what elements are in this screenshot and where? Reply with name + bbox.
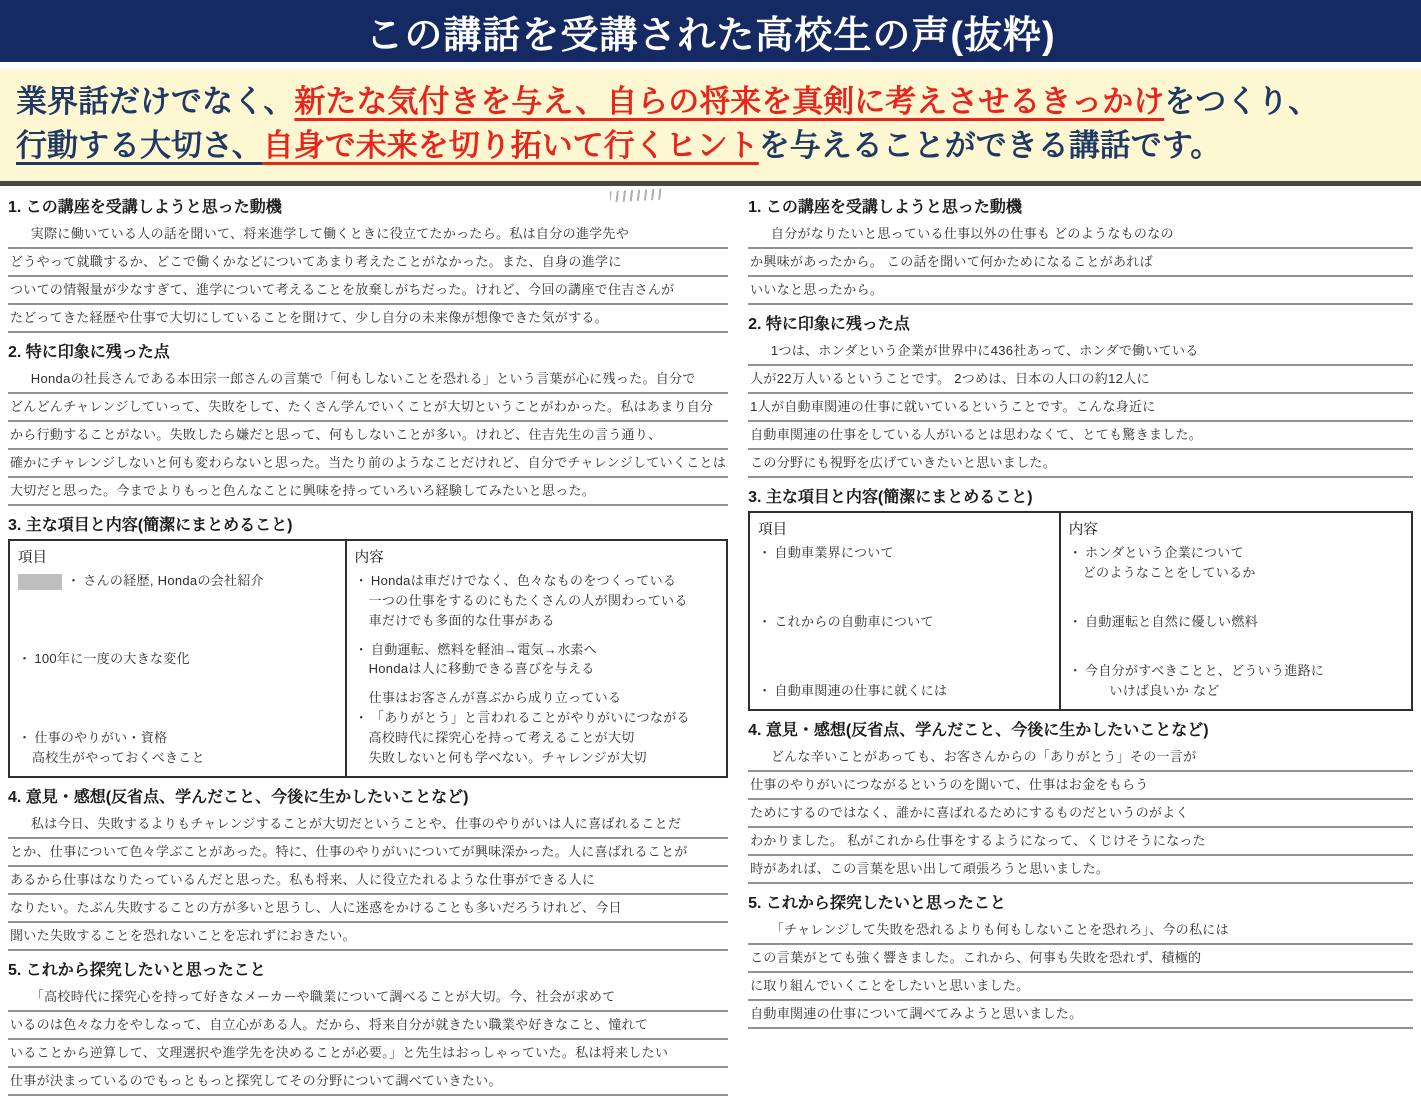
- questionnaire-section: [8, 788, 728, 951]
- handwritten-line: 「チャレンジして失敗を恐れるよりも何もしないことを恐れろ」、今の私には: [748, 917, 1413, 945]
- table-line: [1069, 662, 1403, 681]
- table-line-text: Hondaは車だけでなく、色々なものをつくっている: [370, 573, 677, 589]
- bullet-mark: ・: [18, 729, 32, 745]
- bullet-mark: ・: [1068, 545, 1083, 561]
- table-line-text: ホンダという企業について: [1085, 545, 1244, 561]
- banner-segment: 新たな気付きを与え、自らの将来を真剣に考えさせるきっかけ: [294, 84, 1165, 119]
- table-line-text: 仕事はお客さんが喜ぶから成り立っている: [368, 690, 622, 706]
- handwritten-line: いるのは色々な力をやしなって、自立心がある人。だから、将来自分が就きたい職業や好きなこと、憧れて: [8, 1012, 728, 1040]
- table-cell-contents: [1061, 513, 1411, 709]
- table-entry: [758, 682, 1051, 701]
- handwritten-line: ついての情報量が少なすぎて、進学について考えることを放棄しがちだった。けれど、今回の講座で住吉さんが: [8, 277, 728, 305]
- section-heading: 4. 意見・感想(反省点、学んだこと、今後に生かしたいことなど): [8, 788, 469, 806]
- table-entry: [355, 689, 719, 767]
- table-line: [1069, 564, 1403, 583]
- section-heading: 3. 主な項目と内容(簡潔にまとめること): [8, 517, 293, 535]
- student-feedback-columns: [0, 186, 1421, 1106]
- section-heading: 1. この講座を受講しようと思った動機: [748, 199, 1022, 217]
- scan-column-right: [748, 198, 1413, 1106]
- table-line-text: 車だけでも多面的な仕事がある: [368, 612, 555, 628]
- banner-segment: をつくり、: [1164, 84, 1320, 119]
- summary-banner: [0, 69, 1421, 186]
- table-line: [355, 749, 719, 768]
- table-entry: [1069, 613, 1403, 632]
- handwritten-line: 聞いた失敗することを恐れないことを忘れずにおきたい。: [8, 923, 728, 951]
- table-entry: [18, 729, 337, 768]
- table-line-text: 高校生がやっておくべきこと: [32, 749, 205, 765]
- table-line: [355, 572, 719, 591]
- table-line-text: 100年に一度の大きな変化: [34, 651, 190, 667]
- table-line-text: いけば良いか など: [1082, 683, 1220, 699]
- table-entry: [1069, 544, 1403, 583]
- table-entry: [758, 613, 1051, 632]
- table-entry: [355, 572, 719, 631]
- bullet-mark: ・: [354, 641, 368, 657]
- section-heading: 5. これから探究したいと思ったこと: [748, 895, 1006, 913]
- handwritten-answer: [748, 221, 1413, 305]
- handwritten-line: 人が22万人いるということです。 2つめは、日本の人口の約12人に: [748, 366, 1413, 394]
- handwritten-answer: [748, 338, 1413, 478]
- banner-segment: を与えることができる講話です。: [758, 128, 1222, 164]
- questionnaire-section: [748, 198, 1413, 305]
- table-line: [758, 613, 1051, 632]
- table-line-text: どのようなことをしているか: [1082, 564, 1256, 580]
- handwritten-line: ためにするのではなく、誰かに喜ばれるためにするものだというのがよく: [748, 800, 1413, 828]
- handwritten-line: 1人が自動車関連の仕事に就いているということです。こんな身近に: [748, 394, 1413, 422]
- table-line-text: 自動運転、燃料を軽油→電気→水素へ: [370, 641, 597, 657]
- handwritten-line: どんな辛いことがあっても、お客さんからの「ありがとう」その一言が: [748, 744, 1413, 772]
- summary-table: [748, 511, 1413, 711]
- table-entry: [18, 650, 337, 669]
- redacted-name: [18, 574, 62, 590]
- section-heading: 4. 意見・感想(反省点、学んだこと、今後に生かしたいことなど): [748, 722, 1209, 740]
- questionnaire-section: [748, 894, 1413, 1029]
- handwritten-line: いいなと思ったから。: [748, 277, 1413, 305]
- questionnaire-section: [8, 516, 728, 778]
- handwritten-answer: [748, 744, 1413, 884]
- table-column-header: 項目: [18, 550, 47, 567]
- bullet-mark: ・: [1068, 663, 1083, 679]
- handwritten-line: たどってきた経歴や仕事で大切にしていることを聞けて、少し自分の未来像が想像できた気がする。: [8, 305, 728, 333]
- table-line-text: 高校時代に探究心を持って考えることが大切: [368, 729, 635, 745]
- table-line: [18, 572, 337, 591]
- summary-table: [8, 539, 728, 778]
- table-line-text: さんの経歴, Hondaの会社紹介: [83, 573, 264, 589]
- table-line: [355, 729, 719, 748]
- table-line: [18, 650, 337, 669]
- table-groups: [355, 572, 719, 768]
- table-line-text: 仕事のやりがい・資格: [34, 729, 168, 745]
- handwritten-line: から行動することがない。失敗したら嫌だと思って、何もしないことが多い。けれど、住吉先生の言う通り、: [8, 422, 728, 450]
- table-entry: [758, 544, 1051, 563]
- handwritten-line: この分野にも視野を広げていきたいと思いました。: [748, 450, 1413, 478]
- table-line: [1069, 613, 1403, 632]
- handwritten-answer: [8, 221, 728, 333]
- table-line-text: 自動運転と自然に優しい燃料: [1085, 614, 1258, 630]
- bullet-mark: ・: [758, 614, 772, 630]
- handwritten-answer: [8, 984, 728, 1096]
- table-line-text: 自動車関連の仕事に就くには: [774, 683, 948, 699]
- questionnaire-section: [8, 198, 728, 333]
- page-title: この講話を受講された高校生の声(抜粋): [365, 14, 1056, 57]
- bullet-mark: ・: [354, 710, 368, 726]
- section-heading: 1. この講座を受講しようと思った動機: [8, 199, 282, 217]
- handwritten-line: か興味があったから。 この話を聞いて何かためになることがあれば: [748, 249, 1413, 277]
- handwritten-line: Hondaの社長さんである本田宗一郎さんの言葉で「何もしないことを恐れる」という言葉が心に残った。自分で: [8, 366, 728, 394]
- table-column-header: 内容: [354, 550, 384, 567]
- handwritten-line: とか、仕事について色々学ぶことがあった。特に、仕事のやりがいについてが興味深かった。人に喜ばれることが: [8, 839, 728, 867]
- table-line: [355, 689, 719, 708]
- handwritten-line: あるから仕事はなりたっているんだと思った。私も将来、人に役立たれるような仕事ができる人に: [8, 867, 728, 895]
- table-line: [355, 612, 719, 631]
- bullet-mark: ・: [1068, 614, 1083, 630]
- table-cell-contents: [347, 541, 727, 776]
- table-column-header: 項目: [758, 522, 788, 539]
- table-entry: [18, 572, 337, 591]
- table-groups: [1069, 544, 1403, 701]
- table-line: [1069, 544, 1403, 563]
- header-bar: [0, 0, 1421, 62]
- handwritten-line: 確かにチャレンジしないと何も変わらないと思った。当たり前のようなことだけれど、自分でチャレンジしていくことは: [8, 450, 728, 478]
- handwritten-line: いることから逆算して、文理選択や進学先を決めることが必要。」と先生はおっしゃっていた。私は将来したい: [8, 1040, 728, 1068]
- table-line: [18, 749, 337, 768]
- table-line: [18, 729, 337, 748]
- questionnaire-section: [748, 721, 1413, 884]
- section-heading: 2. 特に印象に残った点: [8, 344, 170, 362]
- section-heading: 3. 主な項目と内容(簡潔にまとめること): [748, 489, 1033, 507]
- section-heading: 2. 特に印象に残った点: [748, 316, 910, 334]
- table-entry: [355, 641, 719, 680]
- table-line: [355, 592, 719, 611]
- handwritten-answer: [8, 811, 728, 951]
- table-line: [355, 641, 719, 660]
- bullet-mark: ・: [67, 573, 81, 589]
- handwritten-line: 「高校時代に探究心を持って好きなメーカーや職業について調べることが大切。今、社会が求めて: [8, 984, 728, 1012]
- table-line-text: 自動車業界について: [774, 545, 894, 561]
- table-line-text: 失敗しないと何も学べない。チャレンジが大切: [368, 749, 647, 765]
- handwritten-line: 時があれば、この言葉を思い出して頑張ろうと思いました。: [748, 856, 1413, 884]
- handwritten-line: 自分がなりたいと思っている仕事以外の仕事も どのようなものなの: [748, 221, 1413, 249]
- handwritten-line: に取り組んでいくことをしたいと思いました。: [748, 973, 1413, 1001]
- handwritten-line: なりたい。たぶん失敗することの方が多いと思うし、人に迷惑をかけることも多いだろうけれど、今日: [8, 895, 728, 923]
- questionnaire-section: [8, 343, 728, 506]
- table-line-text: 今自分がすべきことと、どういう進路に: [1085, 663, 1325, 679]
- questionnaire-section: [8, 961, 728, 1096]
- table-line: [758, 544, 1051, 563]
- handwritten-line: 実際に働いている人の話を聞いて、将来進学して働くときに役立てたかったら。私は自分の進学先や: [8, 221, 728, 249]
- handwritten-line: 仕事のやりがいにつながるというのを聞いて、仕事はお金をもらう: [748, 772, 1413, 800]
- table-line-text: 「ありがとう」と言われることがやりがいにつながる: [370, 710, 690, 726]
- handwritten-line: 私は今日、失敗するよりもチャレンジすることが大切だということや、仕事のやりがいは人に喜ばれることだ: [8, 811, 728, 839]
- table-cell-items: [10, 541, 347, 776]
- handwritten-line: わかりました。 私がこれから仕事をするようになって、くじけそうになった: [748, 828, 1413, 856]
- handwritten-line: どんどんチャレンジしていって、失敗をして、たくさん学んでいくことが大切ということがわかった。私はあまり自分: [8, 394, 728, 422]
- table-groups: [18, 572, 337, 768]
- questionnaire-section: [748, 315, 1413, 478]
- handwritten-answer: [8, 366, 728, 506]
- table-line: [355, 709, 719, 728]
- table-entry: [1069, 662, 1403, 701]
- handwritten-line: この言葉がとても強く響きました。これから、何事も失敗を恐れず、積極的: [748, 945, 1413, 973]
- handwritten-line: 大切だと思った。今までよりもっと色んなことに興味を持っていろいろ経験してみたいと思った。: [8, 478, 728, 506]
- table-line: [758, 682, 1051, 701]
- bullet-mark: ・: [354, 573, 368, 589]
- banner-segment: 行動する大切さ、: [16, 128, 263, 164]
- handwritten-line: 自動車関連の仕事をしている人がいるとは思わなくて、とても驚きました。: [748, 422, 1413, 450]
- table-line-text: Hondaは人に移動できる喜びを与える: [368, 661, 595, 677]
- bullet-mark: ・: [758, 545, 772, 561]
- section-heading: 5. これから探究したいと思ったこと: [8, 961, 266, 979]
- table-line-text: これからの自動車について: [774, 614, 934, 630]
- banner-segment: 業界話だけでなく、: [16, 84, 295, 119]
- table-line-text: 一つの仕事をするのにもたくさんの人が関わっている: [368, 592, 688, 608]
- table-groups: [758, 544, 1051, 701]
- questionnaire-section: [748, 488, 1413, 711]
- handwritten-line: 自動車関連の仕事について調べてみようと思いました。: [748, 1001, 1413, 1029]
- bullet-mark: ・: [18, 651, 32, 667]
- handwritten-line: どうやって就職するか、どこで働くかなどについてあまり考えたことがなかった。また、自身の進学に: [8, 249, 728, 277]
- banner-segment: 自身で未来を切り拓いて行くヒント: [262, 128, 759, 164]
- handwritten-answer: [748, 917, 1413, 1029]
- table-line: [355, 660, 719, 679]
- handwritten-line: 仕事が決まっているのでもっともっと探究してその分野について調べていきたい。: [8, 1068, 728, 1096]
- table-line: [1069, 682, 1403, 701]
- bullet-mark: ・: [758, 683, 772, 699]
- table-cell-items: [750, 513, 1061, 709]
- scan-column-left: [8, 198, 728, 1106]
- table-column-header: 内容: [1068, 522, 1098, 539]
- banner-text: [16, 84, 1319, 163]
- handwritten-line: 1つは、ホンダという企業が世界中に436社あって、ホンダで働いている: [748, 338, 1413, 366]
